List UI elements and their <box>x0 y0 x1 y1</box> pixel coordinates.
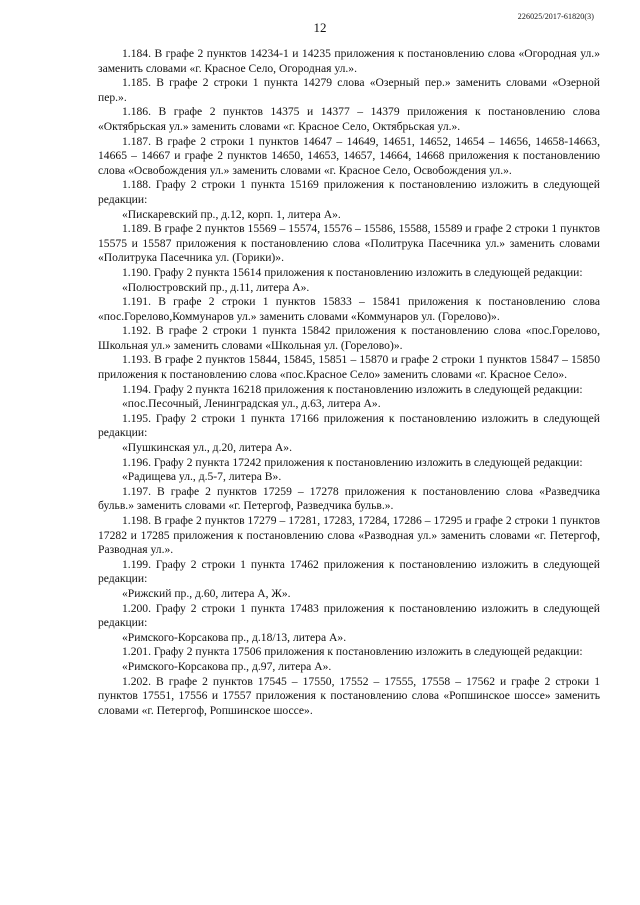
amendment-paragraph: 1.190. Графу 2 пункта 15614 приложения к постановлению изложить в следующей редакции: <box>122 265 583 279</box>
amendment-paragraph: 1.195. Графу 2 строки 1 пункта 17166 приложения к постановлению изложить в следующей редакции: <box>98 411 600 440</box>
amendment-paragraph: 1.199. Графу 2 строки 1 пункта 17462 приложения к постановлению изложить в следующей редакции: <box>98 557 600 586</box>
amendment-paragraph: 1.202. В графе 2 пунктов 17545 – 17550, 17552 – 17555, 17558 – 17562 и графе 2 строки 1 пунктов 17551, 17556 и 17557 приложения к постановлению слова «Ропшинское шоссе» заменить словами «г. Петергоф, Ропшинское шоссе». <box>98 674 600 717</box>
quoted-address: «Полюстровский пр., д.11, литера А». <box>122 280 310 294</box>
amendment-paragraph: 1.191. В графе 2 строки 1 пунктов 15833 – 15841 приложения к постановлению слова «пос.Горелово,Коммунаров ул.» заменить словами «Коммунаров ул. (Горелово)». <box>98 295 600 323</box>
amendment-paragraph: 1.198. В графе 2 пунктов 17279 – 17281, 17283, 17284, 17286 – 17295 и графе 2 строки 1 пунктов 17282 и 17285 приложения к постановлению слова «Разводная ул.» заменить словами «г. Петергоф, Разводная ул.». <box>98 514 600 557</box>
quoted-address: «Пискаревский пр., д.12, корп. 1, литера А». <box>122 207 341 221</box>
amendment-paragraph: 1.186. В графе 2 пунктов 14375 и 14377 – 14379 приложения к постановлению слова «Октябрьская ул.» заменить словами «г. Красное Село, Октябрьская ул.». <box>98 105 600 133</box>
document-code: 226025/2017-61820(3) <box>517 12 594 21</box>
amendment-paragraph: 1.184. В графе 2 пунктов 14234-1 и 14235 приложения к постановлению слова «Огородная ул.» заменить словами «г. Красное Село, Огородная ул.». <box>98 47 600 75</box>
amendment-paragraph: 1.197. В графе 2 пунктов 17259 – 17278 приложения к постановлению слова «Разведчика бульв.» заменить словами «г. Петергоф, Разведчика бульв.». <box>98 484 600 513</box>
quoted-address: «пос.Песочный, Ленинградская ул., д.63, литера А». <box>122 397 381 411</box>
amendment-paragraph: 1.188. Графу 2 строки 1 пункта 15169 приложения к постановлению изложить в следующей редакции: <box>98 178 600 206</box>
amendment-paragraph: 1.185. В графе 2 строки 1 пункта 14279 слова «Озерный пер.» заменить словами «Озерной пер.». <box>98 76 600 104</box>
quoted-address: «Римского-Корсакова пр., д.97, литера А». <box>122 659 332 673</box>
amendment-paragraph: 1.193. В графе 2 пунктов 15844, 15845, 15851 – 15870 и графе 2 строки 1 пунктов 15847 – 15850 приложения к постановлению слова «пос.Красное Село» заменить словами «г. Красное Село». <box>98 353 600 382</box>
quoted-address: «Римского-Корсакова пр., д.18/13, литера А». <box>122 630 347 644</box>
document-body <box>98 47 600 718</box>
amendment-paragraph: 1.200. Графу 2 строки 1 пункта 17483 приложения к постановлению изложить в следующей редакции: <box>98 601 600 630</box>
page-number: 12 <box>313 20 327 35</box>
amendment-paragraph: 1.189. В графе 2 пунктов 15569 – 15574, 15576 – 15586, 15588, 15589 и графе 2 строки 1 пунктов 15575 и 15587 приложения к постановлению слова «Политрука Пасечника ул.» заменить словами «Политрука Пасечника ул. (Горики)». <box>98 222 600 265</box>
amendment-paragraph: 1.192. В графе 2 строки 1 пункта 15842 приложения к постановлению слова «пос.Горелово, Школьная ул.» заменить словами «Школьная ул. (Горелово)». <box>98 324 600 352</box>
quoted-address: «Радищева ул., д.5-7, литера В». <box>122 470 282 484</box>
amendment-paragraph: 1.201. Графу 2 пункта 17506 приложения к постановлению изложить в следующей редакции: <box>122 645 583 659</box>
amendment-paragraph: 1.187. В графе 2 строки 1 пунктов 14647 – 14649, 14651, 14652, 14654 – 14656, 14658-14663, 14665 – 14667 и графе 2 пунктов 14650, 14653, 14657, 14664, 14668 приложения к постановлению слова «Освобождения ул.» заменить словами «г. Красное Село, Освобождения ул.». <box>98 134 600 177</box>
amendment-paragraph: 1.196. Графу 2 пункта 17242 приложения к постановлению изложить в следующей редакции: <box>122 455 583 469</box>
quoted-address: «Рижский пр., д.60, литера А, Ж». <box>122 586 291 600</box>
quoted-address: «Пушкинская ул., д.20, литера А». <box>122 441 292 455</box>
amendment-paragraph: 1.194. Графу 2 пункта 16218 приложения к постановлению изложить в следующей редакции: <box>122 382 583 396</box>
